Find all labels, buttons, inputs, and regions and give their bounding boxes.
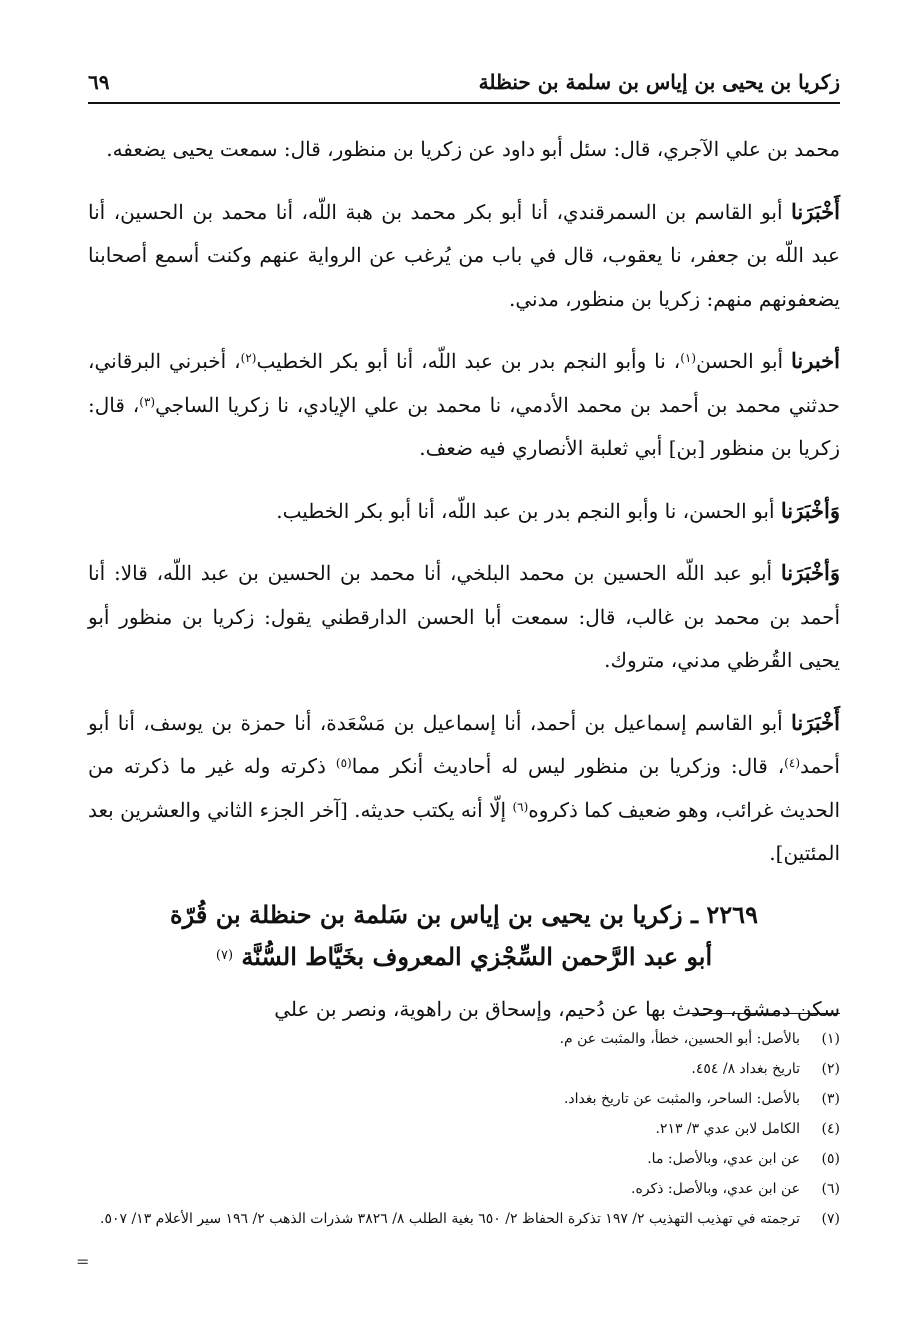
paragraph-text: أبو عبد اللّه الحسين بن محمد البلخي، أنا محمد بن الحسين بن عبد اللّه، قالا: أنا أحمد بن محمد بن غالب، قال: سمعت أبا الحسن الدارقطني يقول: زكريا بن منظور أبو يحيى القُرظي مدني، متروك. <box>88 561 840 672</box>
footnote-1 <box>88 1024 840 1054</box>
paragraph-text: أبو الحسن <box>696 349 792 373</box>
paragraph-text: سكن دمشق، وحدث بها عن دُحيم، وإسحاق بن راهوية، ونصر بن علي <box>274 996 840 1021</box>
paragraph-text: إلّا أنه يكتب حديثه. [آخر الجزء الثاني والعشرين بعد المئتين]. <box>88 797 840 865</box>
footnote-ref[interactable]: (٣) <box>139 394 156 409</box>
footnote-7 <box>88 1204 840 1234</box>
footnote-ref[interactable]: (٧) <box>215 947 234 963</box>
paragraph-text: أبو القاسم إسماعيل بن أحمد، أنا إسماعيل بن مَسْعَدة، أنا حمزة بن يوسف، أنا أبو أحمد <box>88 710 840 778</box>
footnote-ref[interactable]: (٥) <box>335 756 352 770</box>
footnote-4 <box>88 1114 840 1144</box>
paragraph-text: محمد بن علي الآجري، قال: سئل أبو داود عن زكريا بن منظور، قال: سمعت يحيى يضعفه. <box>106 137 840 161</box>
entry-heading-text: أبو عبد الرَّحمن السِّجْزي المعروف بخَيَّاط السُّنَّة <box>241 941 713 971</box>
footnote-number: (٦) <box>821 1181 840 1197</box>
footnote-6 <box>88 1174 840 1204</box>
paragraph-text: ذكرته وله غير ما ذكرته من الحديث غرائب، وهو ضعيف كما ذكروه <box>88 754 840 822</box>
footnote-ref[interactable]: (٢) <box>240 351 257 365</box>
footnote-2 <box>88 1054 840 1084</box>
running-header <box>88 66 840 100</box>
footnote-text: بالأصل: أبو الحسين، خطأ، والمثبت عن م. <box>559 1031 800 1047</box>
paragraph-3 <box>88 339 840 471</box>
isnad-keyword: وَأخْبَرَنا <box>780 560 840 585</box>
footnote-ref[interactable]: (٤) <box>784 756 800 770</box>
paragraph-5 <box>88 551 840 683</box>
footnote-rule <box>688 1013 840 1014</box>
paragraph-text: ، أخبرني البرقاني، حدثني محمد بن أحمد بن محمد الأدمي، نا محمد بن علي الإيادي، نا زكريا الساجي <box>88 349 840 417</box>
footnote-5 <box>88 1144 840 1174</box>
footnote-number: (١) <box>821 1031 840 1047</box>
footnote-text: بالأصل: الساحر، والمثبت عن تاريخ بغداد. <box>563 1091 800 1107</box>
footnote-number: (٣) <box>821 1091 840 1107</box>
header-rule <box>88 102 840 104</box>
footnote-ref[interactable]: (٦) <box>512 799 529 814</box>
paragraph-text: ، قال: وزكريا بن منظور ليس له أحاديث أنكر مما <box>351 754 785 778</box>
isnad-keyword: أَخْبَرَنا <box>791 198 840 224</box>
footnote-text: ترجمته في تهذيب التهذيب ٢/ ١٩٧ تذكرة الحفاظ ٢/ ٦٥٠ بغية الطلب ٨/ ٣٨٢٦ شذرات الذهب ٢/ ١٩٦ سير الأعلام ١٣/ ٥٠٧. <box>99 1211 800 1227</box>
footnotes <box>88 1024 840 1234</box>
main-text <box>88 128 840 1049</box>
paragraph-1 <box>88 128 840 172</box>
header-title: زكريا بن يحيى بن إياس بن سلمة بن حنظلة <box>478 70 840 94</box>
paragraph-text: ، نا وأبو النجم بدر بن عبد اللّه، أنا أبو بكر الخطيب <box>256 349 681 373</box>
entry-heading-line-2 <box>88 936 840 978</box>
isnad-keyword: أَخْبَرَنا <box>791 709 840 735</box>
paragraph-text: أبو القاسم بن السمرقندي، أنا أبو بكر محمد بن هبة اللّه، أنا محمد بن الحسين، أنا عبد اللّه بن جعفر، نا يعقوب، قال في باب من يُرغب عن الرواية عنهم وكنت أسمع أصحابنا يضعفونهم منهم: زكريا بن منظور، مدني. <box>88 199 840 311</box>
book-page <box>88 0 840 1338</box>
footnote-ref[interactable]: (١) <box>680 351 697 365</box>
footnote-text: عن ابن عدي، وبالأصل: ما. <box>647 1151 800 1167</box>
footnote-text: عن ابن عدي، وبالأصل: ذكره. <box>631 1181 800 1197</box>
paragraph-6 <box>88 701 840 876</box>
entry-heading <box>88 894 840 978</box>
footnote-number: (٧) <box>821 1211 840 1227</box>
footnote-number: (٤) <box>821 1121 840 1137</box>
isnad-keyword: وَأخْبَرَنا <box>780 497 840 523</box>
paragraph-4 <box>88 489 840 534</box>
paragraph-text: أبو الحسن، نا وأبو النجم بدر بن عبد اللّه، أنا أبو بكر الخطيب. <box>276 498 781 523</box>
margin-mark: = <box>76 1252 90 1271</box>
paragraph-2 <box>88 190 840 322</box>
footnote-3 <box>88 1084 840 1114</box>
footnote-text: الكامل لابن عدي ٣/ ٢١٣. <box>655 1121 800 1137</box>
footnote-number: (٥) <box>821 1151 840 1167</box>
entry-heading-line-1: ٢٢٦٩ ـ زكريا بن يحيى بن إياس بن سَلمة بن حنظلة بن قُرّة <box>170 899 758 929</box>
footnote-number: (٢) <box>821 1061 840 1077</box>
isnad-keyword: أخبرنا <box>791 348 840 373</box>
page-number: ٦٩ <box>88 70 110 94</box>
paragraph-text: ، قال: زكريا بن منظور [بن] أبي ثعلبة الأنصاري فيه ضعف. <box>88 392 840 460</box>
footnote-text: تاريخ بغداد ٨/ ٤٥٤. <box>691 1061 800 1077</box>
